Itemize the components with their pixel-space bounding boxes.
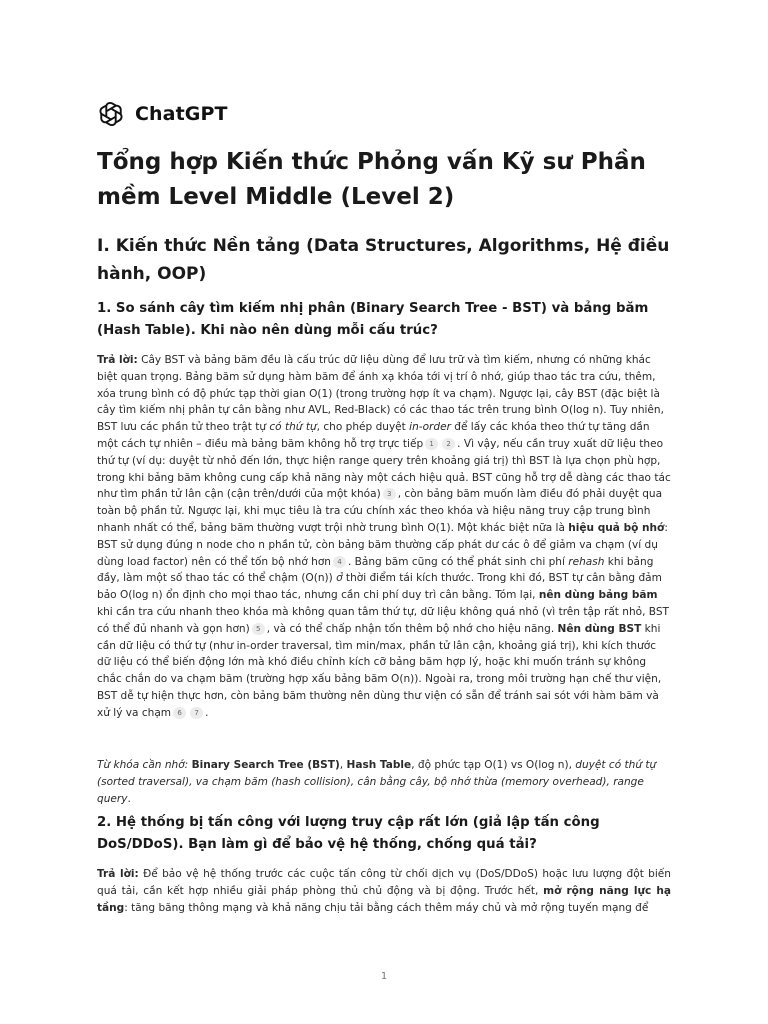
text-run: , còn bảng băm muốn làm điều đó phải duyệt qua toàn bộ phần tử. Ngược lại, khi mục tiêu là tra cứu chính xác theo khóa và hiệu năng truy cập trung bình nhanh nhất có thể, bảng băm thường vượt trội nhờ trung bình O(1). Một khác biệt nữa là bbox=[97, 488, 663, 534]
text-run: , độ phức tạp O(1) vs O(log n), bbox=[411, 759, 576, 771]
citation-badge[interactable]: 5 bbox=[252, 623, 265, 635]
citation-badge[interactable]: 4 bbox=[333, 556, 346, 568]
citation-badge[interactable]: 3 bbox=[383, 488, 396, 500]
bold-text: mở rộng năng lực hạ tầng bbox=[97, 884, 671, 914]
citation-badge[interactable]: 7 bbox=[190, 707, 203, 719]
question-1-answer bbox=[97, 352, 671, 722]
section-heading: I. Kiến thức Nền tảng (Data Structures, Algorithms, Hệ điều hành, OOP) bbox=[97, 236, 670, 284]
text-run: , cho phép duyệt bbox=[316, 421, 410, 434]
italic-text: in-order bbox=[409, 421, 451, 434]
italic-text: Từ khóa cần nhớ: bbox=[97, 759, 189, 771]
text-run: . bbox=[205, 706, 209, 719]
text-run: . bbox=[127, 792, 131, 805]
text-run: thời điểm tái kích thước. Trong khi đó, BST tự cân bằng đảm bảo O(log n) ổn định cho mọi thao tác, nhưng cần chi phí duy trì cân bằng. Tóm lại, bbox=[97, 572, 662, 602]
question-1-heading: 1. So sánh cây tìm kiếm nhị phân (Binary Search Tree - BST) và bảng băm (Hash Table). Khi nào nên dùng mỗi cấu trúc? bbox=[97, 301, 649, 338]
citation-badge[interactable]: 1 bbox=[425, 438, 438, 450]
text-run: : BST sử dụng đúng n node cho n phần tử, còn bảng băm thường cấp phát dư các ô để giảm va chạm (ví dụ dùng load factor) nên có thể tốn bộ nhớ hơn bbox=[97, 521, 668, 568]
text-run: khi cần tra cứu nhanh theo khóa mà không quan tâm thứ tự, dữ liệu không quá nhỏ (vì trên tập rất nhỏ, BST có thể đủ nhanh và gọn hơn) bbox=[97, 605, 669, 635]
text-run: : tăng băng thông mạng và khả năng chịu tải bằng cách thêm máy chủ và mở rộng tuyến mạng để bbox=[124, 901, 649, 914]
text-run: để lấy các khóa theo thứ tự tăng dần một cách tự nhiên – điều mà bảng băm không hỗ trợ trực tiếp bbox=[97, 421, 650, 450]
brand-header bbox=[97, 99, 228, 129]
italic-text: ở bbox=[336, 572, 343, 585]
bold-text: Trả lời: bbox=[97, 868, 139, 880]
italic-text: rehash bbox=[568, 555, 605, 568]
text-run: , bbox=[339, 759, 347, 771]
openai-logo-icon bbox=[97, 100, 125, 128]
text-run: khi bảng đầy, làm một số thao tác có thể chậm (O(n)) bbox=[97, 555, 654, 585]
bold-text: nên dùng bảng băm bbox=[538, 589, 658, 602]
page-number: 1 bbox=[380, 971, 388, 982]
text-run: , và có thể chấp nhận tốn thêm bộ nhớ cho hiệu năng. bbox=[266, 622, 558, 635]
text-run: . Vì vậy, nếu cần truy xuất dữ liệu theo thứ tự (ví dụ: duyệt từ nhỏ đến lớn, thực hiện range query trên khoảng giá trị) thì BST là lựa chọn phù hợp, trong khi bảng băm không cung cấp khả năng này một cách hiệu quả. BST cũng hỗ trợ dễ dàng các thao tác như tìm phần tử lân cận (cận trên/dưới của một khóa) bbox=[97, 437, 671, 501]
bold-text: Hash Table bbox=[346, 759, 412, 771]
bold-text: Binary Search Tree (BST) bbox=[191, 759, 340, 771]
italic-text: có thứ tự bbox=[269, 421, 317, 434]
italic-text: duyệt có thứ tự (sorted traversal), va chạm băm (hash collision), cân bằng cây, bộ nhớ thừa (memory overhead), range query bbox=[97, 759, 657, 805]
text-run: Cây BST và bảng băm đều là cấu trúc dữ liệu dùng để lưu trữ và tìm kiếm, nhưng có những khác biệt quan trọng. Bảng băm sử dụng hàm băm để ánh xạ khóa tới vị trí ô nhớ, giúp thao tác tra cứu, thêm, xóa trung bình có độ phức tạp thời gian O(1) (trong trường hợp ít va chạm). Ngược lại, cây BST (đặc biệt là cây tìm kiếm nhị phân tự cân bằng như AVL, Red-Black) có các thao tác trên trung bình O(log n). Tuy nhiên, BST lưu các phần tử theo trật tự bbox=[97, 354, 664, 434]
document-title: Tổng hợp Kiến thức Phỏng vấn Kỹ sư Phần mềm Level Middle (Level 2) bbox=[97, 149, 646, 210]
text-run: Để bảo vệ hệ thống trước các cuộc tấn công từ chối dịch vụ (DoS/DDoS) hoặc lưu lượng đột biến quá tải, cần kết hợp nhiều giải pháp phòng thủ chủ động và bị động. Trước hết, bbox=[97, 868, 671, 897]
text-run: khi cần dữ liệu có thứ tự (như in-order traversal, tìm min/max, phần tử lân cận, khoảng giá trị), khi kích thước dữ liệu có thể biến động lớn mà khó điều chỉnh kích cỡ bảng băm hợp lý, hoặc khi muốn tránh sự không chắc chắn do va chạm băm (trường hợp xấu bảng băm O(n)). Ngoài ra, trong môi trường hạn chế thư viện, BST dễ tự hiện thực hơn, còn bảng băm thường nên dùng thư viện có sẵn để tránh sai sót với hàm băm và xử lý va chạm bbox=[97, 622, 662, 719]
text-run: . Bảng băm cũng có thể phát sinh chi phí bbox=[347, 555, 569, 568]
bold-text: Nên dùng BST bbox=[557, 622, 642, 635]
citation-badge[interactable]: 6 bbox=[173, 707, 186, 719]
question-2-heading: 2. Hệ thống bị tấn công với lượng truy cập rất lớn (giả lập tấn công DoS/DDoS). Bạn làm gì để bảo vệ hệ thống, chống quá tải? bbox=[97, 815, 600, 852]
question-1-keywords bbox=[97, 757, 671, 807]
question-2-answer bbox=[97, 866, 671, 916]
bold-text: hiệu quả bộ nhớ bbox=[568, 521, 665, 534]
brand-name: ChatGPT bbox=[135, 103, 228, 125]
bold-text: Trả lời: bbox=[97, 354, 138, 366]
citation-badge[interactable]: 2 bbox=[442, 438, 455, 450]
